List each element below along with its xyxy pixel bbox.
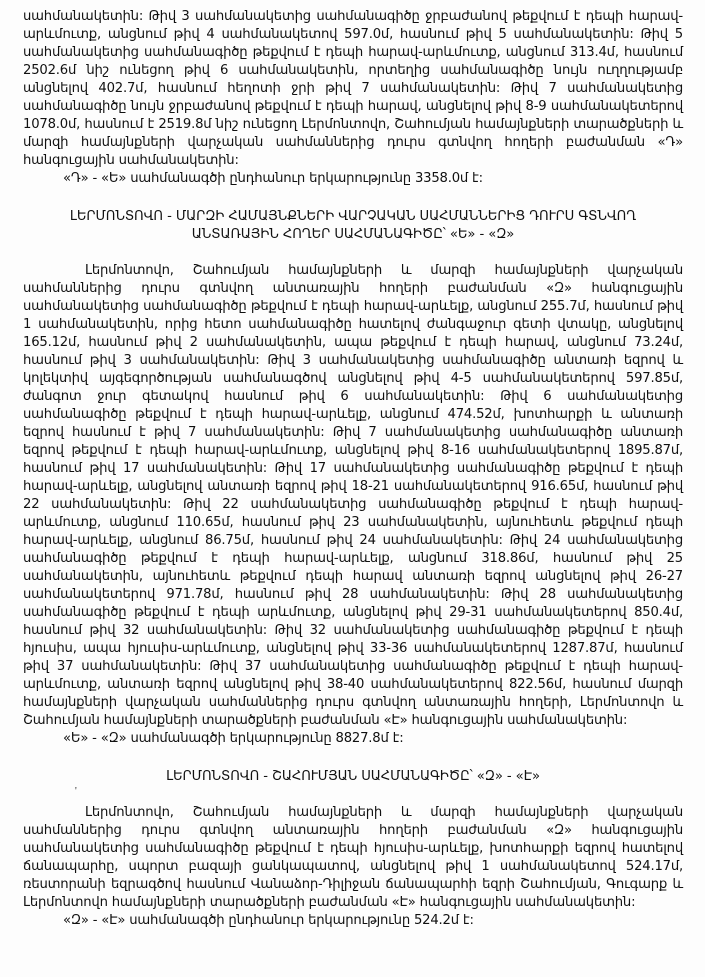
spacer <box>23 786 683 804</box>
body-paragraph-section-z-e: Լերմոնտովո, Շահումյան համայնքների և մարզի համայնքների վարչական սահմաններից դուրս գտնվող անտառային հողերի բաժանման «Զ» հանգուցային սահմանակետից սահմանագիծը թեքվում է դեպի հյուսիս-արևելք, խոտհարքի եզրով հատելով ճանապարհը, սպորտ բազայի ցանկապատով, անցնելով թիվ 1 սահմանակետով 524.17մ, ռեստորանի եզրագծով հասնում Վանաձոր-Դիլիջան ճանապարհի եզրի Շահումյան, Գուգարք և Լերմոնտովո համայնքների տարածքների բաժանման «Է» հանգուցային սահմանակետին: <box>23 805 683 910</box>
spacer <box>23 748 683 768</box>
section-heading-e-z-line2: ԱՆՏԱՌԱՅԻՆ ՀՈՂԵՐ ՍԱՀՄԱՆԱԳԻԾԸ՝ «Ե» - «Զ» <box>191 227 515 242</box>
boundary-length-summary-d-e: «Դ» - «Ե» սահմանագծի ընդհանուր երկարությունը 3358.0մ է: <box>63 171 483 186</box>
body-paragraph-section-e-z: Լերմոնտովո, Շահումյան համայնքների և մարզի համայնքների վարչական սահմաններից դուրս գտնվող անտառային հողերի բաժանման «Զ» հանգուցային սահմանակետից սահմանագիծը թեքվում է դեպի հարավ-արևելք, անցնում 255.7մ, հասնում թիվ 1 սահմանակետին, որից հետո սահմանագիծը հատելով ժանգաջուր գետի վտակը, անցնելով 165.12մ, հասնում թիվ 2 սահմանակետին, ապա թեքվում է դեպի հարավ, անցնում 73.24մ, հասնում թիվ 3 սահմանակետին: Թիվ 3 սահմանակետից սահմանագիծը անտառի եզրով և կոլեկտիվ այգեգործության սահմանագծով անցնելով թիվ 4-5 սահմանակետերով 597.85մ, ժանգոտ ջուր գետակով հասնում թիվ 6 սահմանակետին: Թիվ 6 սահմանակետից սահմանագիծը թեքվում է դեպի հարավ-արևելք, անցնում 474.52մ, խոտհարքի և անտառի եզրով հասնում է թիվ 7 սահմանակետին: Թիվ 7 սահմանակետից սահմանագիծը անտառի եզրով թեքվում է դեպի հարավ-արևմուտք, անցնելով թիվ 8-16 սահմանակետերով 1895.87մ, հասնում թիվ 17 սահմանակետին: Թիվ 17 սահմանակետից սահմանագիծը թեքվում է դեպի հարավ-արևելք, անցնելով անտառի եզրով թիվ 18-21 սահմանակետերով 916.65մ, հասնում թիվ 22 սահմանակետին: Թիվ 22 սահմանակետից սահմանագիծը թեքվում է դեպի հարավ-արևմուտք, անցնում 110.65մ, հասնում թիվ 23 սահմանակետին, այնուհետև թեքվում դեպի հարավ-արևելք, անցնում 86.75մ, հասնում թիվ 24 սահմանակետին: Թիվ 24 սահմանակետից սահմանագիծը թեքվում է դեպի հարավ-արևելք, անցնում 318.86մ, հասնում թիվ 25 սահմանակետին, այնուհետև թեքվում դեպի հարավ անտառի եզրով անցնելով թիվ 26-27 սահմանակետերով 971.78մ, հասնում թիվ 28 սահմանակետին: Թիվ 28 սահմանակետից սահմանագիծը թեքվում է դեպի արևմուտք, անցնելով թիվ 29-31 սահմանակետերով 850.4մ, հասնում թիվ 32 սահմանակետին: Թիվ 32 սահմանակետից սահմանագիծը թեքվում է դեպի հյուսիս, ապա հյուսիս-արևմուտք, անցնելով թիվ 33-36 սահմանակետերով 1287.87մ, հասնում թիվ 37 սահմանակետին: Թիվ 37 սահմանակետից սահմանագիծը թեքվում է դեպի հարավ-արևմուտք, անտառի եզրով անցնելով թիվ 38-40 սահմանակետերով 822.56մ, հասնում մարզի համայնքների վարչական սահմաններից դուրս գտնվող անտառային հողերի, Լերմոնտովո և Շահումյան համայնքների տարածքների բաժանման «Է» հանգուցային սահմանակետին: <box>23 263 683 728</box>
spacer <box>23 188 683 208</box>
boundary-length-summary-z-e: «Զ» - «Է» սահմանագծի ընդհանուր երկարությունը 524.2մ է: <box>63 913 474 928</box>
scan-artifact-mark: ' <box>75 786 77 797</box>
boundary-length-summary-e-z: «Ե» - «Զ» սահմանագծի երկարությունը 8827.8մ է: <box>63 731 404 746</box>
section-heading-z-e: ԼԵՐՄՈՆՏՈՎՈ - ՇԱՀՈՒՄՅԱՆ ՍԱՀՄԱՆԱԳԻԾԸ՝ «Զ» - «Է» <box>166 769 540 784</box>
section-heading-e-z-line1: ԼԵՐՄՈՆՏՈՎՈ - ՄԱՐԶԻ ՀԱՄԱՅՆՔՆԵՐԻ ՎԱՐՉԱԿԱՆ ՍԱՀՄԱՆՆԵՐԻՑ ԴՈՒՐՍ ԳՏՆՎՈՂ <box>69 209 637 224</box>
document-page <box>23 8 683 930</box>
body-paragraph-section-d-end: սահմանակետին: Թիվ 3 սահմանակետից սահմանագիծը ջրբաժանով թեքվում է դեպի հարավ-արևմուտք, անցնում թիվ 4 սահմանակետով 597.0մ, հասնում թիվ 5 սահմանակետին: Թիվ 5 սահմանակետից սահմանագիծը թեքվում է դեպի հարավ-արևմուտք, անցնում 313.4մ, հասնում 2502.6մ նիշ ունեցող թիվ 6 սահմանակետին, որտեղից սահմանագիծը նույն ուղղությամբ անցնելով 402.7մ, հասնում հեղոտի ջրի թիվ 7 սահմանակետին: Թիվ 7 սահմանակետից սահմանագիծը նույն ջրբաժանով թեքվում է դեպի հարավ, անցնելով թիվ 8-9 սահմանակետերով 1078.0մ, հասնում է 2519.8մ նիշ ունեցող Լերմոնտովո, Շահումյան համայնքների տարածքների և մարզի համայնքների վարչական սահմաններից դուրս գտնվող հողերի բաժանման «Դ» հանգուցային սահմանակետին: <box>23 9 683 168</box>
spacer <box>23 244 683 262</box>
